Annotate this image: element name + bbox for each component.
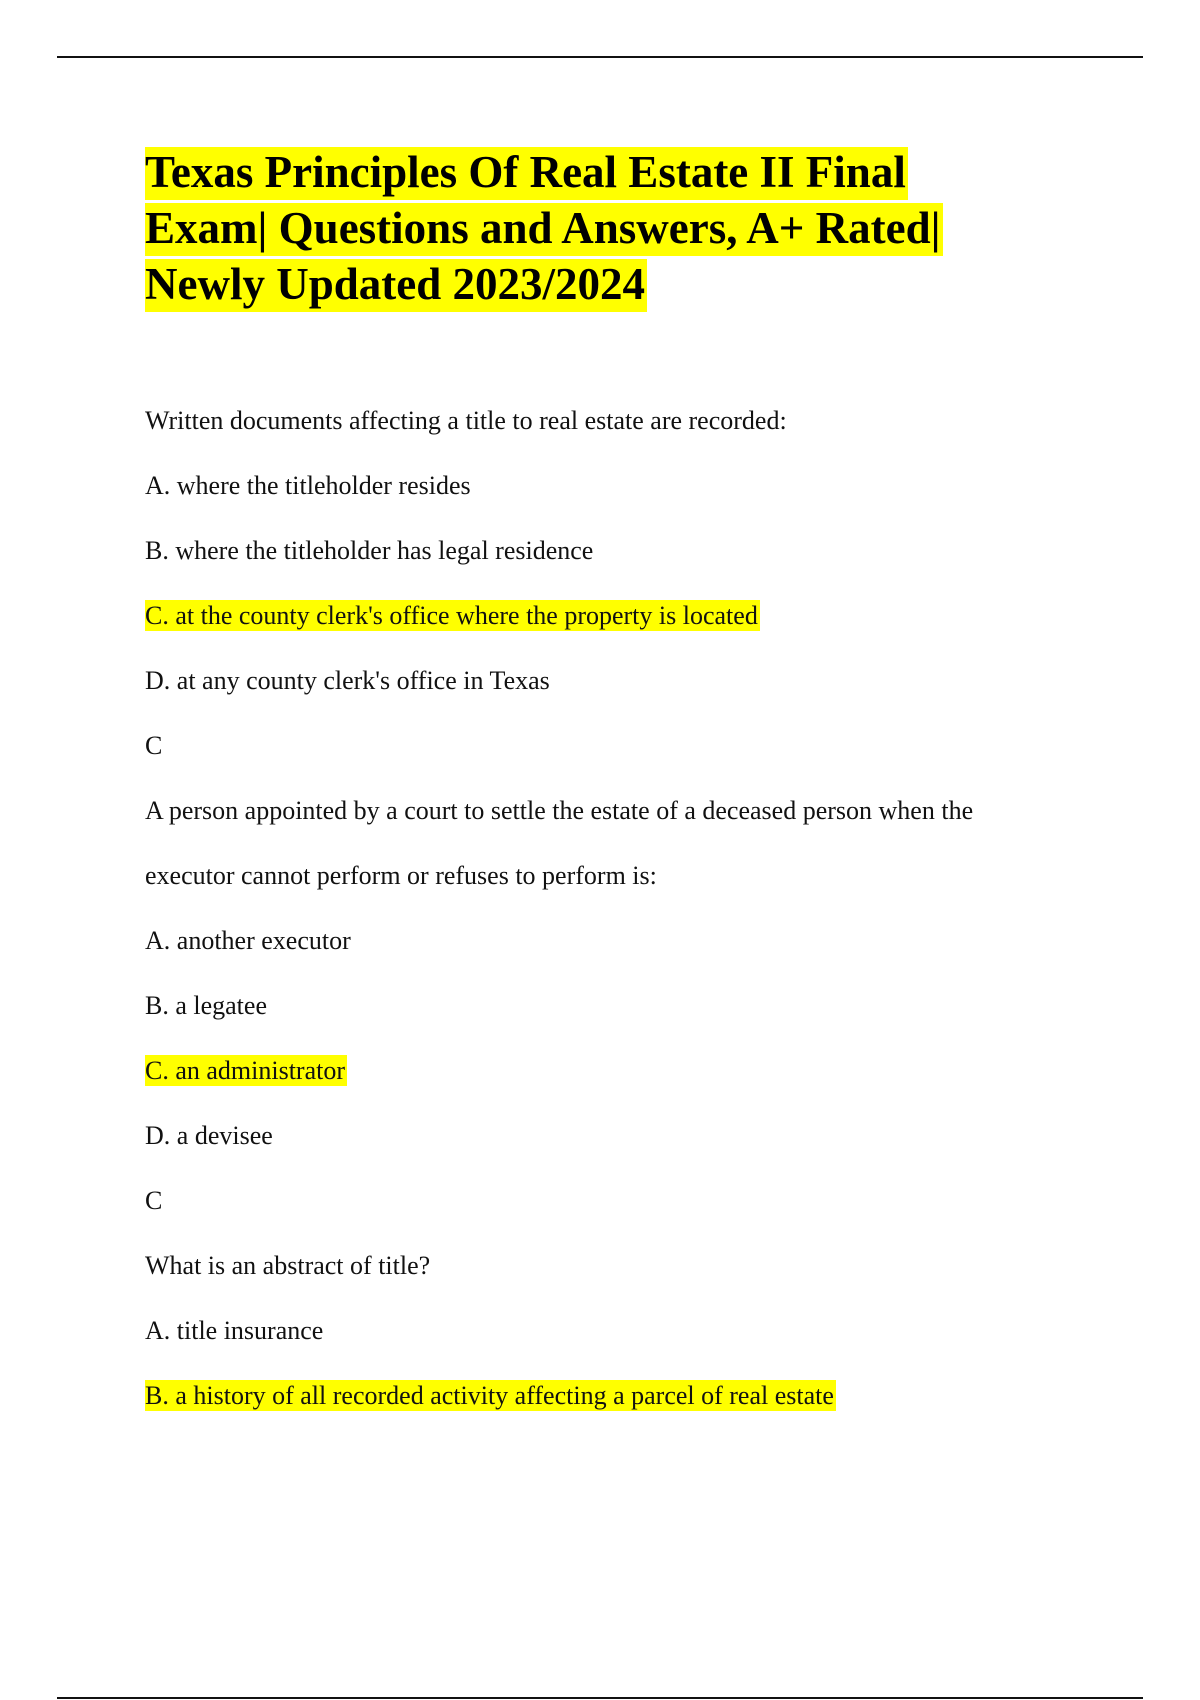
question-3-option-b [145, 1381, 836, 1411]
question-1-answer: C [145, 731, 163, 760]
question-1-option-a: A. where the titleholder resides [145, 471, 471, 500]
question-3-prompt: What is an abstract of title? [145, 1251, 431, 1280]
question-2-option-a: A. another executor [145, 926, 351, 955]
question-1-option-c [145, 601, 760, 631]
question-3-option-a: A. title insurance [145, 1316, 324, 1345]
title-line-2: Exam| Questions and Answers, A+ Rated| [145, 203, 943, 256]
document-title [145, 144, 1045, 312]
top-rule [57, 56, 1143, 58]
title-line-3: Newly Updated 2023/2024 [145, 259, 647, 312]
question-1-option-b: B. where the titleholder has legal residence [145, 536, 594, 565]
question-1-prompt: Written documents affecting a title to real estate are recorded: [145, 406, 787, 435]
question-2-option-d: D. a devisee [145, 1121, 273, 1150]
question-2-option-c [145, 1056, 347, 1086]
highlighted-answer: C. at the county clerk's office where the property is located [145, 601, 758, 630]
highlighted-answer: C. an administrator [145, 1056, 346, 1085]
question-2-prompt-line-1: A person appointed by a court to settle the estate of a deceased person when the [145, 796, 974, 825]
question-2-option-b: B. a legatee [145, 991, 267, 1020]
question-2-answer: C [145, 1186, 163, 1215]
question-1-option-d: D. at any county clerk's office in Texas [145, 666, 550, 695]
title-line-1: Texas Principles Of Real Estate II Final [145, 147, 908, 200]
question-2-prompt-line-2: executor cannot perform or refuses to perform is: [145, 861, 657, 890]
bottom-rule [57, 1697, 1143, 1699]
highlighted-answer: B. a history of all recorded activity affecting a parcel of real estate [145, 1381, 834, 1410]
